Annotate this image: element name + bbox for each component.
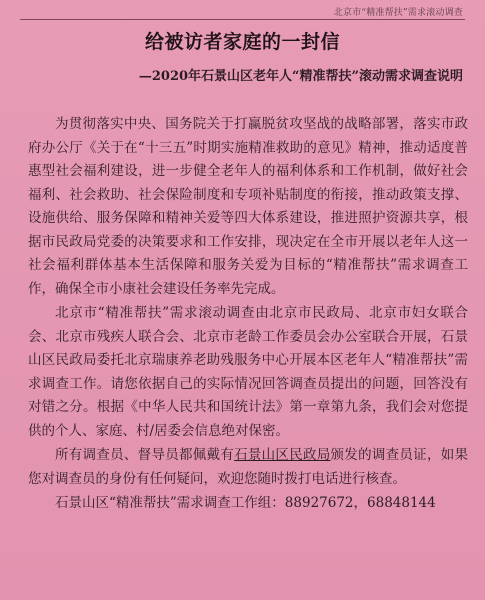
header-tag: 北京市“精准帮扶”需求滚动调查 — [333, 8, 463, 18]
paragraph-3 — [28, 444, 468, 491]
letter-subtitle: —2020年石景山区老年人“精准帮扶”滚动需求调查说明 — [138, 69, 463, 84]
letter-title: 给被访者家庭的一封信 — [144, 31, 340, 53]
paragraph-3-after: 颁发的调查员证，如果您对调查员的身份有任何疑问，欢迎您随时拨打电话进行核查。 — [28, 447, 469, 487]
contact-line: 石景山区“精准帮扶”需求调查工作组：88927672，68848144 — [55, 495, 436, 511]
paragraph-3-before: 所有调查员、督导员都佩戴有 — [55, 447, 235, 463]
letter-body — [28, 113, 468, 516]
issuing-authority: 石景山区民政局 — [234, 447, 331, 463]
paragraph-1: 为贯彻落实中央、国务院关于打赢脱贫攻坚战的战略部署，落实市政府办公厅《关于在“十三五”时期实施精准救助的意见》精神，推动适度普惠型社会福利建设，进一步健全老年人的福利体系和工作机制，做好社会福利、社会救助、社会保险制度和专项补贴制度的衔接，推动政策支撑、设施供给、服务保障和精神关爱等四大体系建设，推进照护资源共享，根据市民政局党委的决策要求和工作安排，现决定在全市开展以老年人这一社会福利群体基本生活保障和服务关爱为目标的“精准帮扶”需求调查工作，确保全市小康社会建设任务率先完成。 — [28, 116, 468, 297]
header-divider — [20, 19, 465, 20]
paragraph-2: 北京市“精准帮扶”需求滚动调查由北京市民政局、北京市妇女联合会、北京市残疾人联合会、北京市老龄工作委员会办公室联合开展，石景山区民政局委托北京瑞康养老助残服务中心开展本区老年人“精准帮扶”需求调查工作。请您依据自己的实际情况回答调查员提出的问题，回答没有对错之分。根据《中华人民共和国统计法》第一章第九条，我们会对您提供的个人、家庭、村/居委会信息绝对保密。 — [28, 305, 468, 439]
